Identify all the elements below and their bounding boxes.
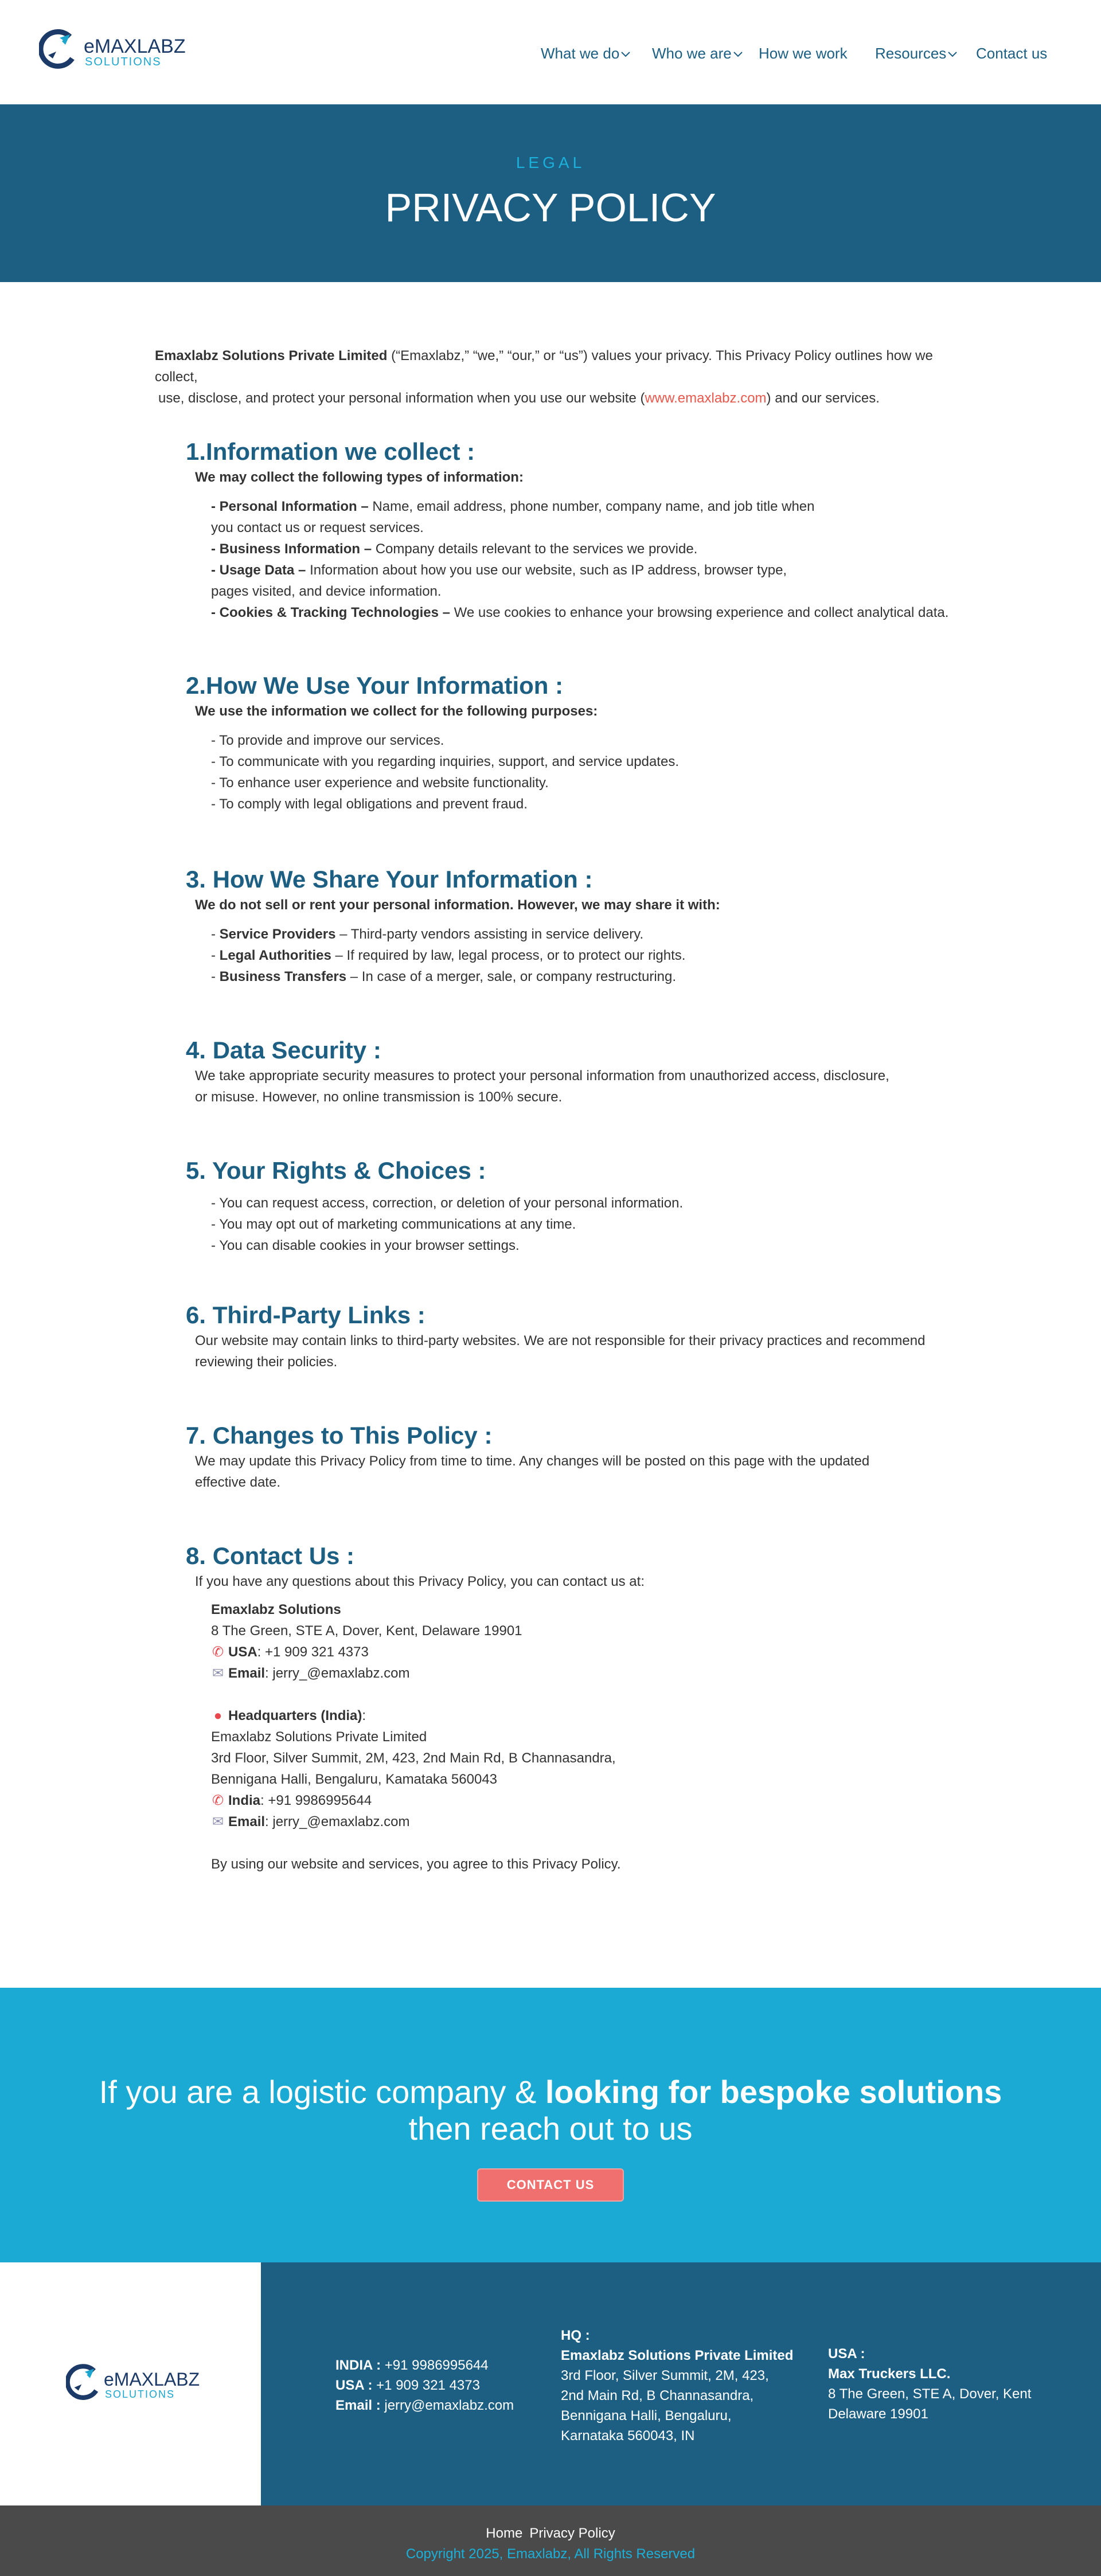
section-lead: We use the information we collect for the following purposes: [195, 703, 598, 719]
phone-label: USA [228, 1644, 257, 1660]
nav-label: Who we are [652, 45, 732, 62]
section-contact-us [186, 1541, 960, 1875]
section-lead: We may collect the following types of information: [195, 470, 524, 485]
logo-tagline: SOLUTIONS [105, 2389, 175, 2400]
section-text: effective date. [195, 1475, 280, 1490]
item-label: Legal Authorities [219, 948, 331, 963]
footer-logo[interactable] [66, 2363, 198, 2407]
logo-tagline: SOLUTIONS [85, 56, 162, 68]
chevron-down-icon [947, 51, 958, 58]
section-policy-changes [186, 1421, 960, 1493]
list-item [211, 517, 960, 538]
section-use-information [186, 671, 960, 815]
intro-company: Emaxlabz Solutions Private Limited [155, 348, 388, 363]
section-text: reviewing their policies. [195, 1354, 338, 1370]
india-phone[interactable]: +91 9986995644 [384, 2358, 489, 2373]
email-address[interactable]: : jerry_@emaxlabz.com [265, 1666, 410, 1681]
item-label: - Cookies & Tracking Technologies – [211, 605, 454, 620]
footer-links [0, 2525, 1101, 2542]
item-text: – In case of a merger, sale, or company restructuring. [346, 969, 677, 984]
item-text: you contact us or request services. [211, 520, 424, 535]
section-text: We may update this Privacy Policy from time to time. Any changes will be posted on this page with the updated [195, 1453, 870, 1469]
intro-paragraph [155, 345, 958, 409]
cta-emphasis: looking for bespoke solutions [545, 2074, 1002, 2110]
intro-line-1 [155, 345, 958, 388]
usa-label: USA : [335, 2378, 377, 2393]
website-link[interactable]: www.emaxlabz.com [645, 390, 767, 406]
copyright: Copyright 2025, Emaxlabz, All Rights Reserved [405, 2546, 696, 2562]
section-heading: 7. Changes to This Policy : [186, 1422, 493, 1449]
email-address[interactable]: : jerry_@emaxlabz.com [265, 1814, 410, 1830]
section-information-collect [186, 437, 960, 623]
footer-contact [335, 2355, 514, 2415]
chevron-down-icon [733, 51, 743, 58]
usa-address-line: 8 The Green, STE A, Dover, Kent [828, 2386, 1032, 2402]
hq-address-line: Bennigana Halli, Bengaluru, [561, 2408, 732, 2423]
section-heading: 3. How We Share Your Information : [186, 866, 593, 893]
item-label: - Usage Data – [211, 562, 310, 578]
page-hero [0, 104, 1101, 282]
phone-label: India [228, 1793, 261, 1808]
list-item [211, 602, 960, 623]
footer-link-home[interactable]: Home [486, 2526, 523, 2541]
section-heading: 1.Information we collect : [186, 438, 475, 465]
hq-heading [211, 1705, 960, 1726]
rights-list [211, 1193, 960, 1256]
usa-company: Max Truckers LLC. [828, 2366, 951, 2382]
contact-us-button[interactable]: CONTACT US [477, 2168, 624, 2202]
list-item: - Service Providers – Third-party vendors assisting in service delivery. [211, 927, 644, 942]
list-item: - To communicate with you regarding inquiries, support, and service updates. [211, 754, 679, 769]
phone-icon: ✆ [212, 1644, 224, 1660]
section-text: We take appropriate security measures to protect your personal information from unauthorized access, disclosure, [195, 1068, 889, 1084]
list-item [211, 560, 960, 581]
hq-colon: : [362, 1708, 366, 1723]
intro-text-2: use, disclose, and protect your personal information when you use our website ( [158, 390, 645, 406]
item-text: We use cookies to enhance your browsing experience and collect analytical data. [454, 605, 949, 620]
closing-statement: By using our website and services, you agree to this Privacy Policy. [211, 1856, 621, 1872]
hq-email [211, 1811, 960, 1832]
item-text: – Third-party vendors assisting in service delivery. [335, 927, 644, 942]
section-heading: 6. Third-Party Links : [186, 1301, 425, 1328]
cta-text: If you are a logistic company & [99, 2074, 545, 2110]
nav-resources[interactable] [875, 44, 958, 63]
hero-eyebrow: LEGAL [516, 154, 585, 171]
section-third-party-links [186, 1300, 960, 1373]
section-share-information [186, 865, 960, 987]
info-list [211, 496, 960, 623]
item-label: Business Transfers [219, 969, 347, 984]
hq-label: HQ : [561, 2328, 590, 2343]
item-text: – If required by law, legal process, or to protect our rights. [331, 948, 686, 963]
item-text: Information about how you use our website, such as IP address, browser type, [310, 562, 787, 578]
email-label: Email : [335, 2398, 385, 2413]
email-label: Email [228, 1666, 266, 1681]
page-title: PRIVACY POLICY [385, 185, 716, 230]
list-item [211, 496, 960, 517]
section-text: or misuse. However, no online transmission is 100% secure. [195, 1089, 563, 1105]
hq-company: Emaxlabz Solutions Private Limited [561, 2348, 794, 2363]
nav-label: What we do [541, 45, 620, 62]
share-list [211, 924, 960, 987]
section-text: Our website may contain links to third-party websites. We are not responsible for their privacy practices and recommend [195, 1333, 926, 1348]
item-text: pages visited, and device information. [211, 584, 442, 599]
section-lead: We do not sell or rent your personal information. However, we may share it with: [195, 897, 720, 913]
footer-email[interactable]: jerry@emaxlabz.com [384, 2398, 514, 2413]
footer-logo-panel [0, 2262, 261, 2505]
phone-icon: ✆ [212, 1793, 224, 1808]
list-item: - You can request access, correction, or deletion of your personal information. [211, 1195, 684, 1211]
section-data-security [186, 1035, 960, 1108]
cta-line-1 [0, 2074, 1101, 2110]
hq-address-line: Bennigana Halli, Bengaluru, Kamataka 560043 [211, 1772, 498, 1787]
list-item: - To provide and improve our services. [211, 733, 444, 748]
usa-label: USA : [828, 2346, 865, 2362]
section-heading: 8. Contact Us : [186, 1542, 355, 1569]
item-label: Service Providers [219, 927, 336, 942]
nav-what-we-do[interactable] [541, 44, 631, 63]
india-label: INDIA : [335, 2358, 385, 2373]
phone-number[interactable]: : +1 909 321 4373 [257, 1644, 369, 1660]
hq-label: Headquarters (India) [228, 1708, 362, 1723]
nav-label: Contact us [976, 45, 1048, 62]
location-pin-icon: ● [213, 1708, 222, 1723]
list-item: - To enhance user experience and website functionality. [211, 775, 549, 791]
site-header [0, 0, 1101, 104]
nav-who-we-are[interactable] [652, 44, 743, 63]
us-company-name: Emaxlabz Solutions [211, 1602, 341, 1617]
hq-phone [211, 1790, 960, 1811]
item-text: Company details relevant to the services we provide. [375, 541, 698, 557]
us-email [211, 1663, 960, 1684]
use-list [211, 730, 960, 815]
mail-icon: ✉ [212, 1814, 224, 1830]
hq-address-line: 3rd Floor, Silver Summit, 2M, 423, [561, 2368, 769, 2383]
us-contact [211, 1599, 960, 1875]
footer-link-privacy[interactable]: Privacy Policy [529, 2526, 615, 2541]
mail-icon: ✉ [212, 1666, 224, 1681]
email-label: Email [228, 1814, 266, 1830]
logo-wordmark: eMAXLABZ [84, 36, 186, 57]
list-item: - To comply with legal obligations and prevent fraud. [211, 796, 528, 812]
list-item: - Business Transfers – In case of a merger, sale, or company restructuring. [211, 969, 677, 984]
footer-usa [828, 2344, 1031, 2424]
site-footer [0, 2262, 1101, 2505]
list-item [211, 581, 960, 602]
section-heading: 5. Your Rights & Choices : [186, 1157, 486, 1184]
us-phone [211, 1641, 960, 1663]
section-rights-choices [186, 1156, 960, 1256]
section-lead: If you have any questions about this Privacy Policy, you can contact us at: [195, 1574, 645, 1589]
intro-text-3: ) and our services. [766, 390, 880, 406]
footer-hq [561, 2325, 793, 2446]
us-address: 8 The Green, STE A, Dover, Kent, Delaware 19901 [211, 1623, 522, 1639]
usa-address-line: Delaware 19901 [828, 2406, 928, 2422]
list-item: - You can disable cookies in your browser settings. [211, 1238, 520, 1253]
nav-label: How we work [759, 45, 848, 62]
list-item: - You may opt out of marketing communications at any time. [211, 1217, 576, 1232]
nav-label: Resources [875, 45, 947, 62]
list-item: - Legal Authorities – If required by law, legal process, or to protect our rights. [211, 948, 686, 963]
main-nav [0, 44, 1101, 63]
section-heading: 4. Data Security : [186, 1037, 381, 1064]
intro-line-2 [158, 388, 958, 409]
item-label: - Business Information – [211, 541, 376, 557]
cta-banner [0, 1988, 1101, 2262]
phone-number[interactable]: : +91 9986995644 [260, 1793, 372, 1808]
item-label: - Personal Information – [211, 499, 373, 514]
nav-how-we-work[interactable] [759, 44, 848, 63]
hq-address-line: 3rd Floor, Silver Summit, 2M, 423, 2nd Main Rd, B Channasandra, [211, 1750, 616, 1766]
hq-address-line: Karnataka 560043, IN [561, 2428, 695, 2444]
bottom-bar [0, 2505, 1101, 2576]
item-text: Name, email address, phone number, company name, and job title when [372, 499, 815, 514]
nav-contact-us[interactable] [976, 44, 1047, 63]
cta-line-2: then reach out to us [408, 2110, 693, 2147]
hq-company-name: Emaxlabz Solutions Private Limited [211, 1729, 427, 1745]
logo-mark-icon [66, 2363, 100, 2402]
list-item [211, 538, 960, 560]
logo-wordmark: eMAXLABZ [104, 2369, 200, 2390]
section-heading: 2.How We Use Your Information : [186, 672, 564, 699]
intro-text-1: (“Emaxlabz,” “we,” “our,” or “us”) values your privacy. This Privacy Policy outlines how we collect, [155, 348, 933, 385]
chevron-down-icon [620, 51, 631, 58]
hq-address-line: 2nd Main Rd, B Channasandra, [561, 2388, 754, 2403]
usa-phone[interactable]: +1 909 321 4373 [376, 2378, 480, 2393]
